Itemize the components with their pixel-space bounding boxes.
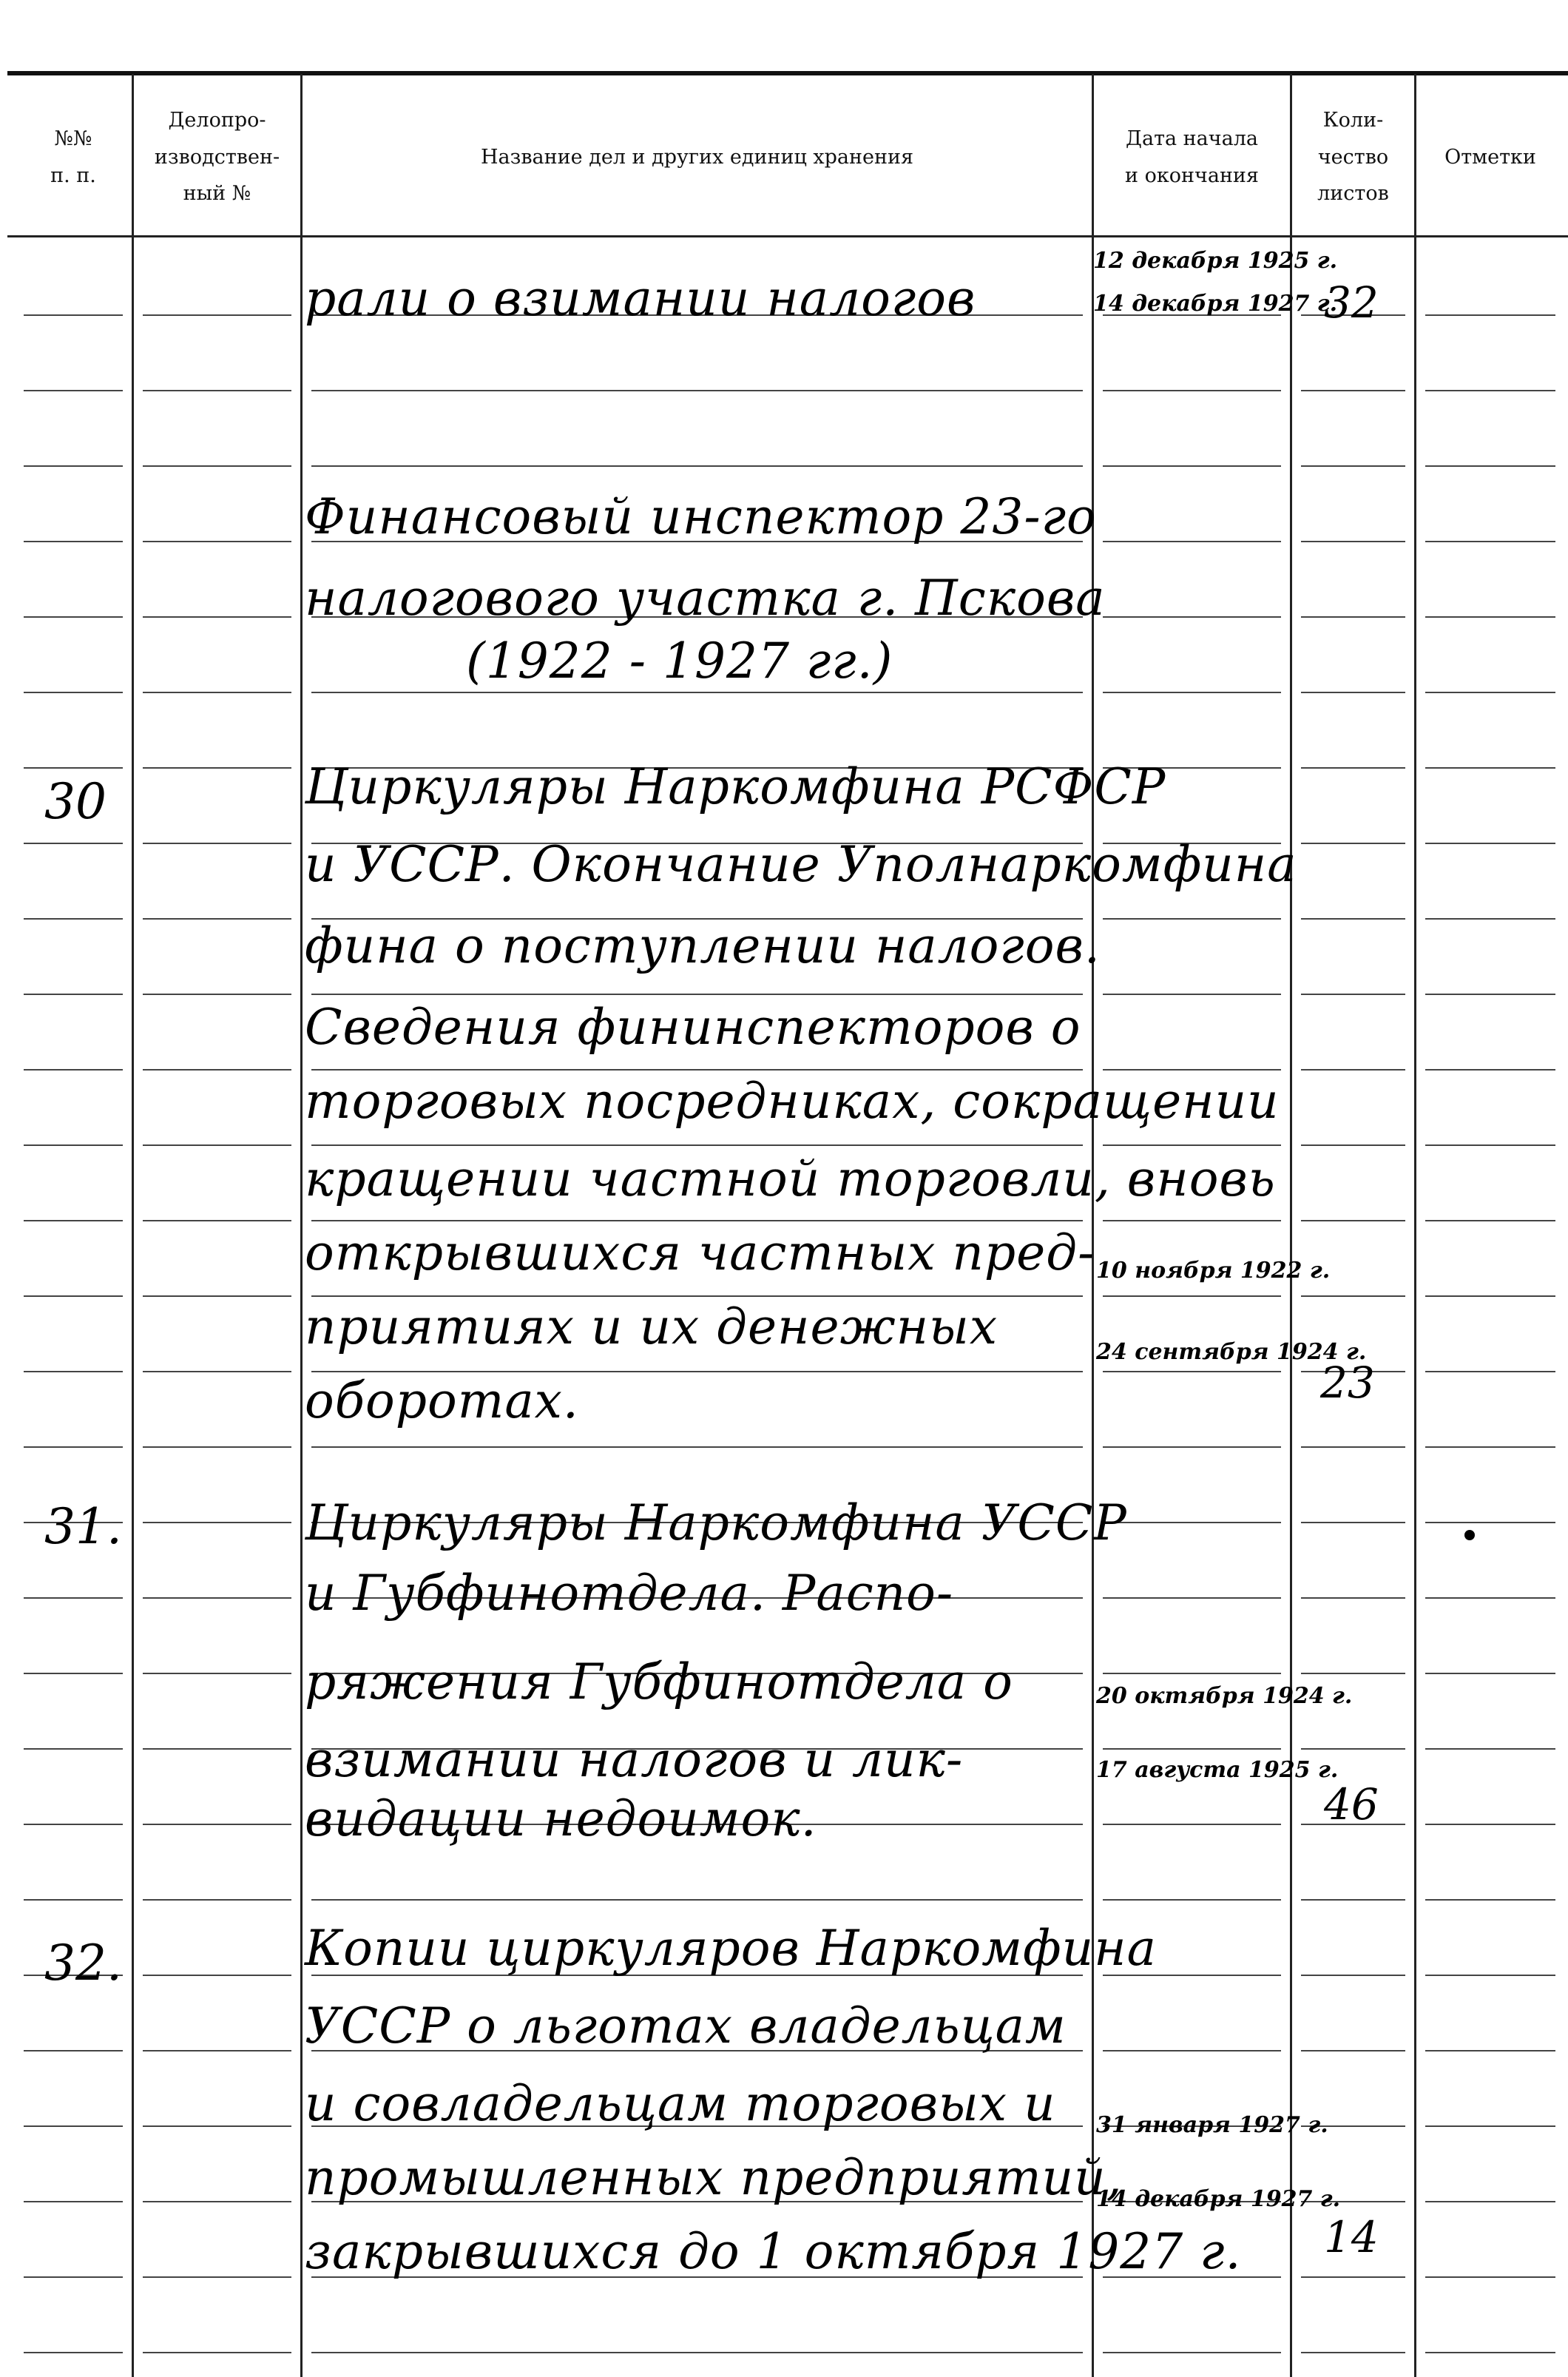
ruled-line [1425, 767, 1555, 769]
entry-date-start: 31 января 1927 г. [1096, 2112, 1328, 2138]
ruled-line [1301, 390, 1405, 391]
ruled-line [1425, 2201, 1555, 2202]
ruled-line [24, 1069, 123, 1071]
ruled-line [24, 2125, 123, 2127]
ruled-line [1103, 390, 1281, 391]
ruled-line [143, 1446, 291, 1448]
section-heading-line: Финансовый инспектор 23-го [305, 488, 1097, 545]
ruled-line [1103, 465, 1281, 467]
ruled-line [1301, 1597, 1405, 1599]
entry-number: 32. [44, 1935, 122, 1992]
ruled-line [1103, 1295, 1281, 1297]
header-office-number: Делопро- изводствен- ный № [154, 108, 280, 206]
ruled-line [1301, 1069, 1405, 1071]
ruled-line [1425, 1371, 1555, 1372]
ruled-line [24, 1446, 123, 1448]
entry-title-line: кращении частной торговли, вновь [305, 1150, 1276, 1207]
ruled-line [1301, 692, 1405, 693]
ruled-line [143, 1295, 291, 1297]
column-divider-5 [1414, 74, 1416, 2377]
ruled-line [1425, 1144, 1555, 1146]
ruled-line [24, 541, 123, 542]
header-notes: Отметки [1444, 145, 1536, 169]
entry-sheets: 23 [1320, 1358, 1375, 1408]
ruled-line [1301, 2352, 1405, 2353]
ruled-line [1425, 390, 1555, 391]
ruled-line [143, 1824, 291, 1825]
ruled-line [1425, 918, 1555, 920]
ruled-line [1103, 1522, 1281, 1523]
ruled-line [1301, 2050, 1405, 2051]
ruled-line [1425, 843, 1555, 844]
ruled-line [311, 2352, 1083, 2353]
ruled-line [1301, 2276, 1405, 2278]
ruled-line [1425, 1597, 1555, 1599]
ruled-line [24, 994, 123, 995]
header-title: Название дел и других единиц хранения [480, 145, 914, 169]
ruled-line [143, 1522, 291, 1523]
ruled-line [1425, 465, 1555, 467]
entry-date-end: 14 декабря 1927 г. [1093, 291, 1338, 317]
ruled-line [143, 1899, 291, 1901]
ruled-line [1301, 1975, 1405, 1976]
ruled-line [1425, 1975, 1555, 1976]
entry-title-line: фина о поступлении налогов. [305, 917, 1101, 974]
ruled-line [143, 2050, 291, 2051]
ruled-line [143, 843, 291, 844]
ruled-line [311, 1446, 1083, 1448]
ruled-line [24, 2050, 123, 2051]
ruled-line [143, 314, 291, 316]
ruled-line [1301, 1748, 1405, 1750]
entry-sheets: 32 [1324, 277, 1379, 328]
entry-title-line: промышленных предприятий, [305, 2149, 1123, 2206]
ruled-line [24, 1673, 123, 1674]
section-heading-line: налогового участка г. Пскова [305, 570, 1106, 627]
entry-sheets: 46 [1324, 1779, 1379, 1830]
entry-title-line: и УССР. Окончание Уполнаркомфина [305, 836, 1297, 893]
ruled-line [143, 1069, 291, 1071]
ruled-line [1425, 1220, 1555, 1221]
ruled-line [311, 1069, 1083, 1071]
ruled-line [311, 1295, 1083, 1297]
header-number: №№ п. п. [50, 127, 96, 187]
column-divider-4 [1290, 74, 1292, 2377]
ruled-line [311, 1144, 1083, 1146]
entry-title-line: и Губфинотдела. Распо- [305, 1565, 954, 1622]
ruled-line [143, 616, 291, 618]
ruled-line [143, 2125, 291, 2127]
ruled-line [1425, 1824, 1555, 1825]
ruled-line [24, 465, 123, 467]
ruled-line [1103, 918, 1281, 920]
ruled-line [1301, 1673, 1405, 1674]
entry-title-line: УССР о льготах владельцам [305, 1997, 1067, 2054]
entry-title-line: Сведения фининспекторов о [305, 999, 1081, 1056]
ruled-line [24, 918, 123, 920]
ruled-line [311, 994, 1083, 995]
ruled-line [1425, 616, 1555, 618]
entry-title-line: Копии циркуляров Наркомфина [305, 1920, 1157, 1977]
ruled-line [1425, 541, 1555, 542]
entry-title-line: закрывшихся до 1 октября 1927 г. [305, 2223, 1242, 2280]
ruled-line [24, 390, 123, 391]
ruled-line [1425, 1295, 1555, 1297]
ruled-line [311, 692, 1083, 693]
ruled-line [24, 2201, 123, 2202]
entry-title-line: ряжения Губфинотдела о [305, 1653, 1013, 1710]
ruled-line [1301, 1899, 1405, 1901]
ruled-line [143, 1748, 291, 1750]
ruled-line [1103, 541, 1281, 542]
ruled-line [1301, 767, 1405, 769]
entry-date-end: 17 августа 1925 г. [1096, 1757, 1339, 1783]
ruled-line [311, 1899, 1083, 1901]
ruled-line [1103, 1597, 1281, 1599]
entry-date-end: 24 сентября 1924 г. [1096, 1339, 1367, 1365]
column-divider-2 [300, 74, 303, 2377]
ruled-line [143, 1597, 291, 1599]
note-mark [1464, 1530, 1475, 1540]
ruled-line [1103, 2050, 1281, 2051]
ruled-line [143, 465, 291, 467]
ruled-line [1301, 1144, 1405, 1146]
ruled-line [1301, 1295, 1405, 1297]
ruled-line [24, 1899, 123, 1901]
ruled-line [1425, 1673, 1555, 1674]
ruled-line [1103, 616, 1281, 618]
ruled-line [1301, 994, 1405, 995]
entry-date-start: 12 декабря 1925 г. [1093, 248, 1338, 274]
ruled-line [1425, 692, 1555, 693]
entry-title-line: и совладельцам торговых и [305, 2075, 1056, 2132]
header-sheets: Коли- чество листов [1317, 108, 1389, 206]
ruled-line [1425, 1446, 1555, 1448]
ruled-line [1425, 1899, 1555, 1901]
section-heading-line: (1922 - 1927 гг.) [466, 633, 893, 690]
ruled-line [1425, 2125, 1555, 2127]
ruled-line [143, 2201, 291, 2202]
ruled-line [24, 1220, 123, 1221]
entry-title-line: торговых посредниках, сокращении [305, 1073, 1280, 1130]
ruled-line [1103, 1446, 1281, 1448]
header-bottom-border [7, 235, 1568, 237]
ruled-line [1103, 2352, 1281, 2353]
ruled-line [143, 994, 291, 995]
ruled-line [24, 1824, 123, 1825]
ruled-line [143, 1220, 291, 1221]
ruled-line [24, 1597, 123, 1599]
ruled-line [143, 918, 291, 920]
ruled-line [143, 767, 291, 769]
ruled-line [1301, 465, 1405, 467]
ruled-line [1103, 692, 1281, 693]
top-border [7, 71, 1568, 75]
ruled-line [1103, 1069, 1281, 1071]
ruled-line [1301, 616, 1405, 618]
ruled-line [1301, 1522, 1405, 1523]
ruled-line [1425, 2352, 1555, 2353]
entry-title-line: Циркуляры Наркомфина РСФСР [305, 758, 1166, 815]
ruled-line [143, 1371, 291, 1372]
ruled-line [1301, 843, 1405, 844]
entry-date-start: 20 октября 1924 г. [1096, 1683, 1353, 1709]
ruled-line [24, 1748, 123, 1750]
ruled-line [24, 767, 123, 769]
ruled-line [24, 616, 123, 618]
ruled-line [143, 1144, 291, 1146]
entry-title-line: приятиях и их денежных [305, 1298, 998, 1355]
ruled-line [1301, 1220, 1405, 1221]
ruled-line [24, 843, 123, 844]
header-dates: Дата начала и окончания [1125, 127, 1259, 187]
ruled-line [1425, 2050, 1555, 2051]
ruled-line [143, 692, 291, 693]
ruled-line [1425, 994, 1555, 995]
ruled-line [1103, 1220, 1281, 1221]
entry-title-line: Циркуляры Наркомфина УССР [305, 1494, 1127, 1551]
ruled-line [1301, 1446, 1405, 1448]
entry-number: 31. [44, 1498, 122, 1555]
ruled-line [24, 1371, 123, 1372]
ruled-line [143, 390, 291, 391]
ruled-line [1103, 1673, 1281, 1674]
ruled-line [1103, 1824, 1281, 1825]
ruled-line [1103, 1899, 1281, 1901]
entry-title-line: рали о взимании налогов [305, 270, 976, 327]
ruled-line [1425, 1069, 1555, 1071]
ruled-line [1425, 1522, 1555, 1523]
ruled-line [143, 2276, 291, 2278]
entry-title-line: оборотах. [305, 1372, 579, 1429]
column-divider-1 [132, 74, 134, 2377]
ruled-line [24, 2352, 123, 2353]
ruled-line [1103, 1748, 1281, 1750]
ruled-line [24, 692, 123, 693]
ruled-line [24, 1295, 123, 1297]
entry-title-line: взимании налогов и лик- [305, 1731, 964, 1788]
entry-title-line: открывшихся частных пред- [305, 1224, 1095, 1281]
ruled-line [143, 1673, 291, 1674]
ruled-line [1103, 1371, 1281, 1372]
ruled-line [1103, 994, 1281, 995]
entry-date-end: 14 декабря 1927 г. [1096, 2186, 1341, 2212]
ruled-line [143, 541, 291, 542]
entry-number: 30 [44, 773, 107, 830]
ruled-line [24, 314, 123, 316]
ruled-line [311, 465, 1083, 467]
ruled-line [311, 390, 1083, 391]
ruled-line [1425, 314, 1555, 316]
ruled-line [1301, 918, 1405, 920]
ruled-line [1103, 1144, 1281, 1146]
ruled-line [1301, 541, 1405, 542]
ruled-line [24, 2276, 123, 2278]
ruled-line [143, 1975, 291, 1976]
ruled-line [311, 1220, 1083, 1221]
ruled-line [143, 2352, 291, 2353]
entry-sheets: 14 [1324, 2212, 1379, 2262]
entry-date-start: 10 ноября 1922 г. [1096, 1258, 1331, 1284]
ruled-line [1425, 1748, 1555, 1750]
ruled-line [1425, 2276, 1555, 2278]
entry-title-line: видации недоимок. [305, 1790, 817, 1847]
ruled-line [24, 1144, 123, 1146]
